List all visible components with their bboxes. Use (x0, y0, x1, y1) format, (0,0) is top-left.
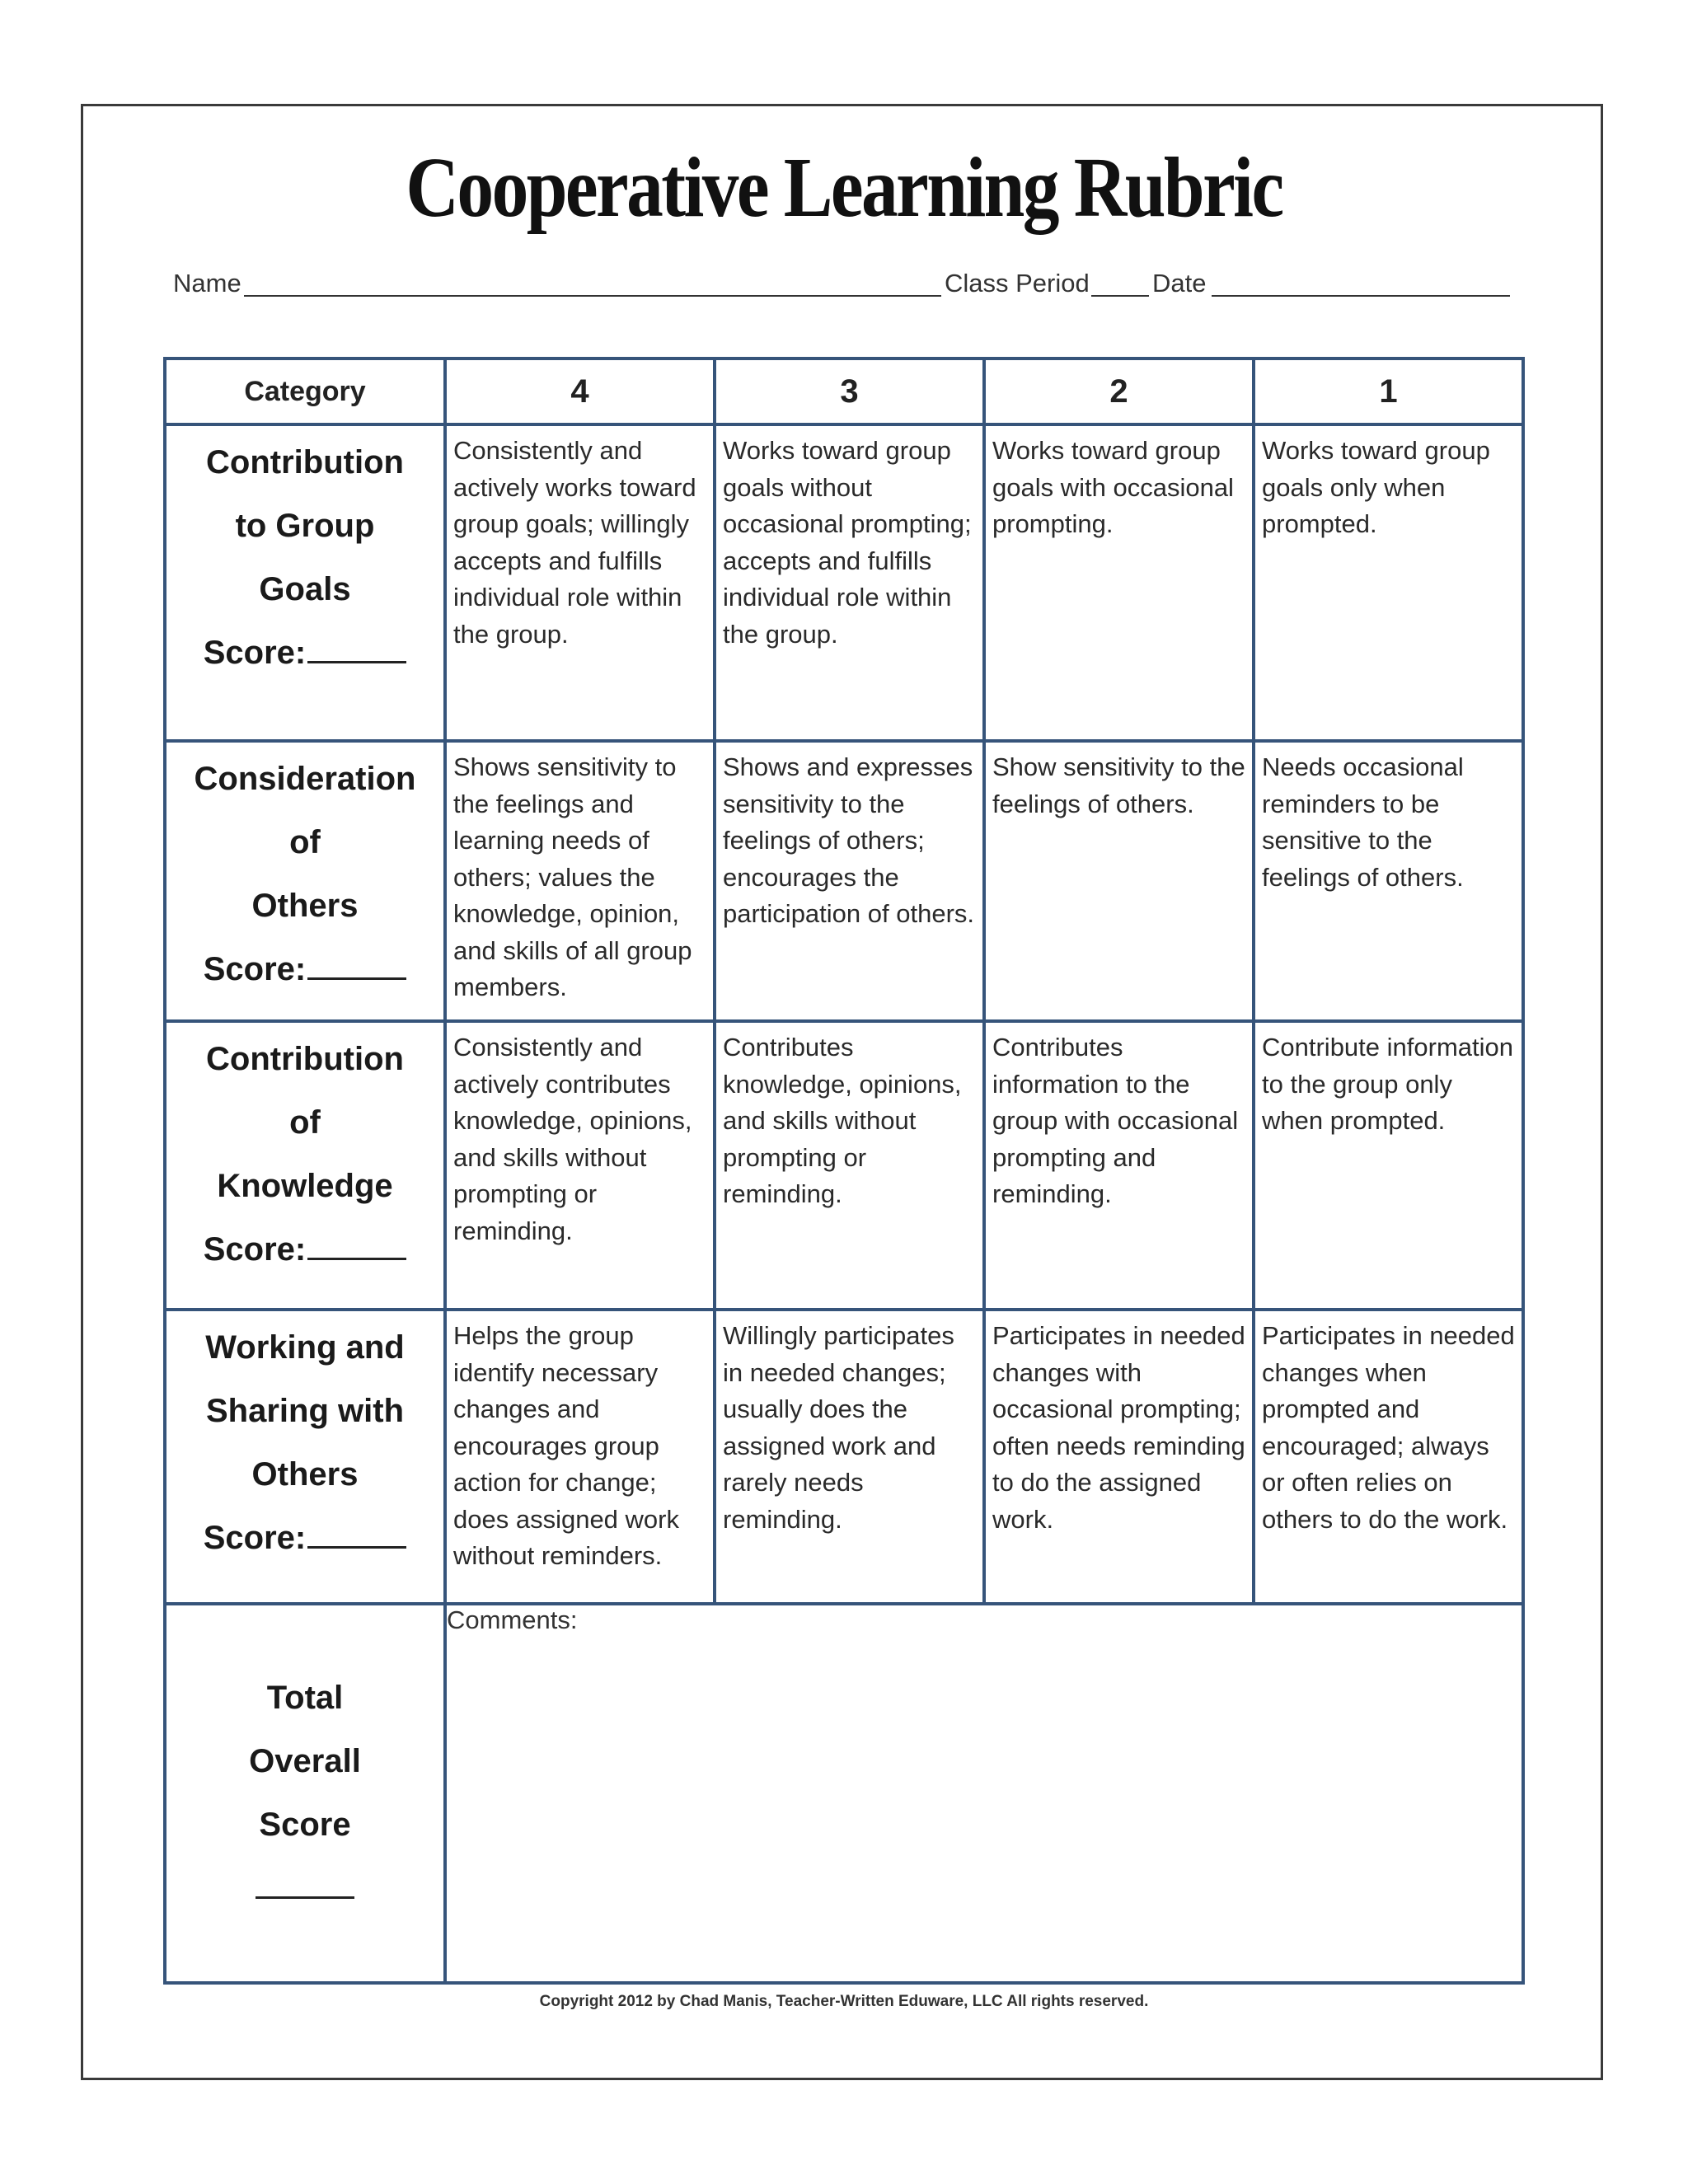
total-label: Score (259, 1807, 351, 1843)
descriptor-cell: Show sensitivity to the feelings of others. (984, 741, 1254, 1021)
category-cell (165, 424, 445, 741)
category-label: Working and (205, 1329, 405, 1366)
descriptor-cell: Participates in needed changes with occasional prompting; often needs reminding to do the assigned work. (984, 1310, 1254, 1604)
category-cell (165, 741, 445, 1021)
name-field[interactable] (244, 294, 941, 297)
score-line (166, 1218, 443, 1282)
score-line (166, 621, 443, 685)
total-score-line (166, 1857, 443, 1920)
descriptor-cell: Works toward group goals without occasional prompting; accepts and fulfills individual role within the group. (715, 424, 984, 741)
total-label: Total (266, 1680, 344, 1716)
category-label: Goals (259, 571, 351, 607)
category-label: Knowledge (217, 1168, 393, 1204)
table-row (165, 741, 1523, 1021)
date-field[interactable] (1212, 294, 1510, 297)
category-label: Contribution (206, 1041, 404, 1077)
descriptor-cell: Helps the group identify necessary changes and encourages group action for change; does assigned work without reminders. (445, 1310, 715, 1604)
total-label: Overall (249, 1743, 361, 1779)
descriptor-cell: Consistently and actively contributes knowledge, opinions, and skills without prompting or reminding. (445, 1021, 715, 1310)
descriptor-cell: Participates in needed changes when prompted and encouraged; always or often relies on others to do the work. (1254, 1310, 1523, 1604)
rubric-title: Cooperative Learning Rubric (406, 140, 1282, 235)
class-period-label: Class Period (945, 269, 1090, 298)
descriptor-cell: Contributes information to the group with occasional prompting and reminding. (984, 1021, 1254, 1310)
category-label: of (289, 824, 321, 860)
category-label: Sharing with (206, 1393, 404, 1429)
score-field[interactable] (307, 953, 406, 980)
score-label: Score: (203, 951, 307, 987)
table-row (165, 424, 1523, 741)
header-category: Category (165, 359, 445, 424)
category-label: Others (251, 1456, 359, 1493)
total-score-field[interactable] (256, 1880, 354, 1899)
header-level-3: 3 (715, 359, 984, 424)
category-label: of (289, 1104, 321, 1141)
category-label: Consideration (194, 761, 416, 797)
copyright-notice: Copyright 2012 by Chad Manis, Teacher-Written Eduware, LLC All rights reserved. (539, 1993, 1149, 2010)
descriptor-cell: Contribute information to the group only when prompted. (1254, 1021, 1523, 1310)
header-level-2: 2 (984, 359, 1254, 424)
descriptor-cell: Shows sensitivity to the feelings and learning needs of others; values the knowledge, opinion, and skills of all group members. (445, 741, 715, 1021)
class-period-field[interactable] (1091, 294, 1149, 297)
header-row (165, 359, 1523, 424)
comments-label: Comments: (447, 1605, 578, 1634)
descriptor-cell: Works toward group goals with occasional prompting. (984, 424, 1254, 741)
category-cell (165, 1021, 445, 1310)
category-label: to Group (235, 508, 375, 544)
category-label: Contribution (206, 444, 404, 480)
score-line (166, 938, 443, 1001)
score-field[interactable] (307, 1233, 406, 1260)
descriptor-cell: Needs occasional reminders to be sensitive to the feelings of others. (1254, 741, 1523, 1021)
descriptor-cell: Contributes knowledge, opinions, and skills without prompting or reminding. (715, 1021, 984, 1310)
table-row (165, 1310, 1523, 1604)
score-label: Score: (203, 635, 307, 671)
name-label: Name (173, 269, 241, 298)
total-row (165, 1604, 1523, 1983)
descriptor-cell: Consistently and actively works toward group goals; willingly accepts and fulfills individual role within the group. (445, 424, 715, 741)
descriptor-cell: Shows and expresses sensitivity to the feelings of others; encourages the participation of others. (715, 741, 984, 1021)
descriptor-cell: Willingly participates in needed changes; usually does the assigned work and rarely needs reminding. (715, 1310, 984, 1604)
score-label: Score: (203, 1520, 307, 1556)
category-label: Others (251, 888, 359, 924)
header-level-1: 1 (1254, 359, 1523, 424)
descriptor-cell: Works toward group goals only when prompted. (1254, 424, 1523, 741)
table-row (165, 1021, 1523, 1310)
score-line (166, 1507, 443, 1570)
date-label: Date (1152, 269, 1207, 298)
score-field[interactable] (307, 636, 406, 663)
header-level-4: 4 (445, 359, 715, 424)
total-score-cell (165, 1604, 445, 1983)
score-label: Score: (203, 1231, 307, 1268)
score-field[interactable] (307, 1521, 406, 1549)
category-cell (165, 1310, 445, 1604)
comments-box[interactable] (445, 1604, 1523, 1983)
student-info-line (173, 269, 1510, 302)
rubric-table (163, 357, 1525, 1985)
